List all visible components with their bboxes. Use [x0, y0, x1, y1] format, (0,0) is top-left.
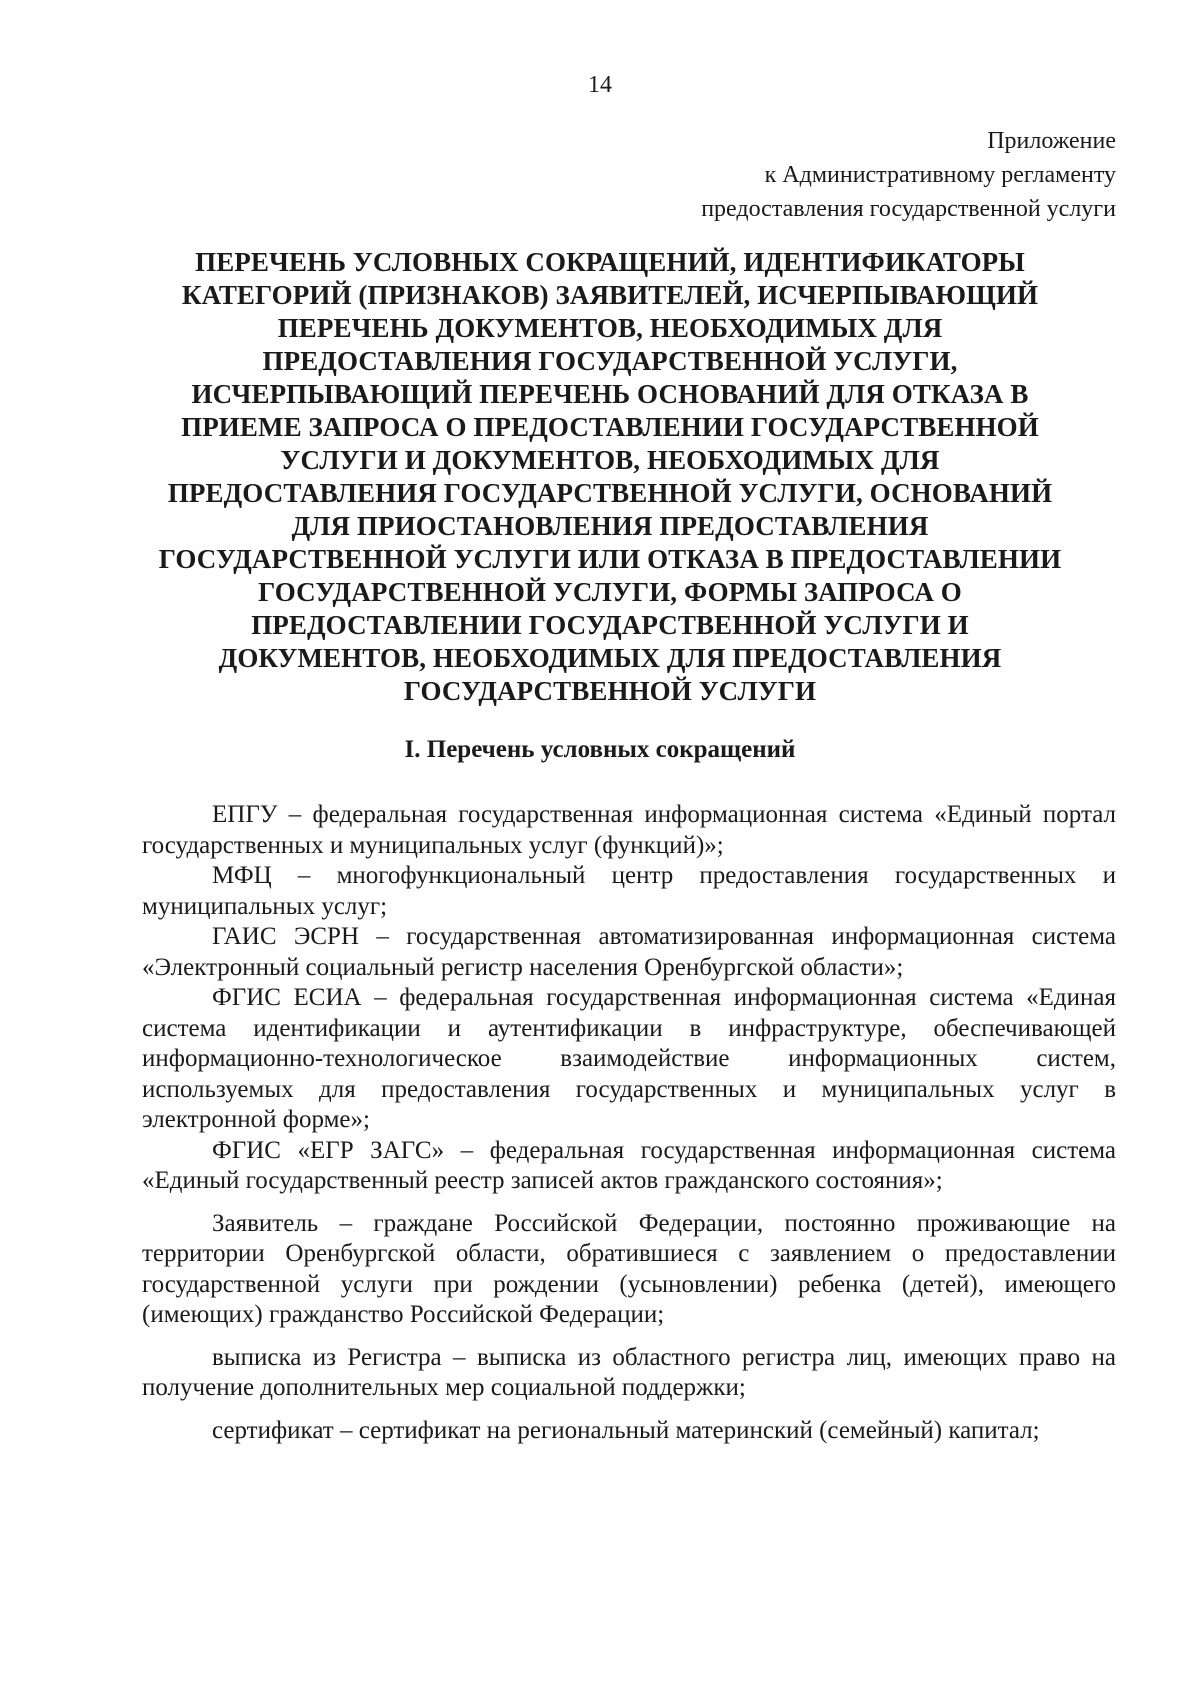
appendix-line-2: к Административному регламенту — [764, 162, 1116, 188]
section-heading: I. Перечень условных сокращений — [404, 736, 796, 763]
title-line: УСЛУГИ И ДОКУМЕНТОВ, НЕОБХОДИМЫХ ДЛЯ — [280, 445, 940, 475]
document-title — [130, 246, 1090, 708]
definition-paragraph: ЕПГУ – федеральная государственная информационная система «Единый портал государственных и муниципальных услуг (функций)»; — [142, 801, 1116, 859]
title-line: ГОСУДАРСТВЕННОЙ УСЛУГИ ИЛИ ОТКАЗА В ПРЕДОСТАВЛЕНИИ — [158, 544, 1062, 574]
title-line: ПРЕДОСТАВЛЕНИЯ ГОСУДАРСТВЕННОЙ УСЛУГИ, — [262, 346, 958, 376]
title-line: ПЕРЕЧЕНЬ ДОКУМЕНТОВ, НЕОБХОДИМЫХ ДЛЯ — [277, 313, 943, 343]
title-line: ГОСУДАРСТВЕННОЙ УСЛУГИ — [403, 676, 817, 706]
title-line: ПРИЕМЕ ЗАПРОСА О ПРЕДОСТАВЛЕНИИ ГОСУДАРСТВЕННОЙ — [181, 412, 1039, 442]
appendix-header — [701, 124, 1116, 226]
definition-paragraph: МФЦ – многофункциональный центр предоставления государственных и муниципальных услуг; — [142, 862, 1116, 920]
definition-paragraph: выписка из Регистра – выписка из областного регистра лиц, имеющих право на получение дополнительных мер социальной поддержки; — [142, 1343, 1116, 1401]
page-number: 14 — [588, 72, 612, 98]
definition-paragraph: Заявитель – граждане Российской Федерации, постоянно проживающие на территории Оренбургской области, обратившиеся с заявлением о предоставлении государственной услуги при рождении (усыновлении) ребенка (детей), имеющего (имеющих) гражданство Российской Федерации; — [142, 1209, 1116, 1328]
title-line: ДОКУМЕНТОВ, НЕОБХОДИМЫХ ДЛЯ ПРЕДОСТАВЛЕНИЯ — [218, 643, 1002, 673]
definition-paragraph: сертификат – сертификат на региональный материнский (семейный) капитал; — [212, 1416, 1040, 1444]
title-line: КАТЕГОРИЙ (ПРИЗНАКОВ) ЗАЯВИТЕЛЕЙ, ИСЧЕРПЫВАЮЩИЙ — [181, 280, 1039, 310]
body-text — [142, 800, 1116, 1446]
title-line: ПЕРЕЧЕНЬ УСЛОВНЫХ СОКРАЩЕНИЙ, ИДЕНТИФИКАТОРЫ — [195, 247, 1025, 277]
definition-paragraph: ФГИС ЕСИА – федеральная государственная информационная система «Единая система идентификации и аутентификации в инфраструктуре, обеспечивающей информационно-технологическое взаимодействие информационных систем, используемых для предоставления государственных и муниципальных услуг в электронной форме»; — [142, 984, 1116, 1133]
title-line: ПРЕДОСТАВЛЕНИИ ГОСУДАРСТВЕННОЙ УСЛУГИ И — [251, 610, 969, 640]
title-line: ПРЕДОСТАВЛЕНИЯ ГОСУДАРСТВЕННОЙ УСЛУГИ, ОСНОВАНИЙ — [167, 478, 1053, 508]
definition-paragraph: ГАИС ЭСРН – государственная автоматизированная информационная система «Электронный социальный регистр населения Оренбургской области»; — [142, 923, 1116, 981]
title-line: ГОСУДАРСТВЕННОЙ УСЛУГИ, ФОРМЫ ЗАПРОСА О — [258, 577, 962, 607]
title-line: ИСЧЕРПЫВАЮЩИЙ ПЕРЕЧЕНЬ ОСНОВАНИЙ ДЛЯ ОТКАЗА В — [191, 379, 1029, 409]
appendix-line-3: предоставления государственной услуги — [701, 196, 1116, 222]
title-line: ДЛЯ ПРИОСТАНОВЛЕНИЯ ПРЕДОСТАВЛЕНИЯ — [291, 511, 929, 541]
appendix-line-1: Приложение — [987, 128, 1116, 154]
definition-paragraph: ФГИС «ЕГР ЗАГС» – федеральная государственная информационная система «Единый государственный реестр записей актов гражданского состояния»; — [142, 1136, 1116, 1194]
